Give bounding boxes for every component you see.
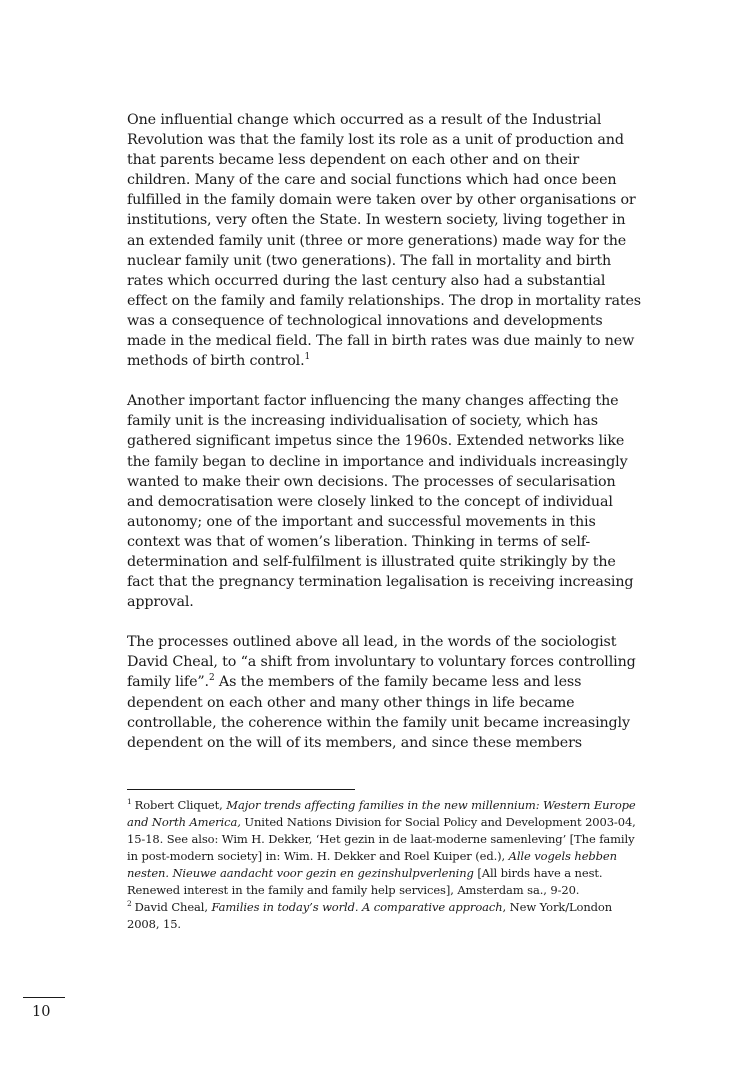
footnote-separator bbox=[127, 789, 355, 790]
main-text bbox=[127, 110, 642, 773]
paragraph-2-text: Another important factor influencing the many changes affecting the family unit is the increasing individualisation of society, which has gathered significant impetus since the 1960s. Extended networks like the family began to decline in importance and individuals increasingly wanted to make their own decisions. The processes of secularisation and democratisation were closely linked to the concept of individual autonomy; one of the important and successful movements in this context was that of women’s liberation. Thinking in terms of self-determination and self-fulfilment is illustrated quite strikingly by the fact that the pregnancy termination legalisation is receiving increasing approval. bbox=[127, 393, 634, 611]
paragraph-2 bbox=[127, 391, 642, 612]
footnote-2-number: 2 bbox=[127, 899, 132, 909]
footnote-ref-1[interactable]: 1 bbox=[304, 352, 311, 363]
footnote-1 bbox=[127, 797, 642, 899]
footnote-1-seg-1: Major trends affecting families in the new millennium: Western Europe and North America, bbox=[127, 798, 636, 829]
footnote-1-seg-4: [All birds have a nest. Renewed interest in the family and family help services], Amsterdam sa., 9-20. bbox=[127, 866, 603, 897]
footnote-1-seg-3: Alle vogels hebben nesten. Nieuwe aandacht voor gezin en gezinshulpverlening bbox=[127, 849, 617, 880]
footnote-2-seg-2: , New York/London 2008, 15. bbox=[127, 900, 613, 931]
paragraph-1 bbox=[127, 110, 642, 371]
paragraph-1-text: One influential change which occurred as a result of the Industrial Revolution was that the family lost its role as a unit of production and that parents became less dependent on each other and on their children. Many of the care and social functions which had once been fulfilled in the family domain were taken over by other organisations or institutions, very often the State. In western society, living together in an extended family unit (three or more generations) made way for the nuclear family unit (two generations). The fall in mortality and birth rates which occurred during the last century also had a substantial effect on the family and family relationships. The drop in mortality rates was a consequence of technological innovations and developments made in the medical field. The fall in birth rates was due mainly to new methods of birth control. bbox=[127, 112, 641, 370]
footnote-1-seg-0: Robert Cliquet, bbox=[134, 798, 227, 812]
footnote-ref-2[interactable]: 2 bbox=[208, 673, 215, 684]
paragraph-3-text-before: The processes outlined above all lead, in the words of the sociologist David Cheal, to “a shift from involuntary to voluntary forces controlling family life”. bbox=[127, 634, 636, 691]
footnote-2 bbox=[127, 899, 642, 933]
footnote-2-seg-1: Families in today’s world. A comparative approach bbox=[211, 900, 503, 914]
page-number-rule bbox=[23, 997, 65, 998]
page-number: 10 bbox=[32, 1004, 51, 1020]
footnote-2-seg-0: David Cheal, bbox=[134, 900, 212, 914]
footnotes bbox=[127, 797, 642, 933]
footnote-1-seg-2: United Nations Division for Social Policy and Development 2003-04, 15-18. See also: Wim H. Dekker, ‘Het gezin in de laat-moderne samenleving’ [The family in post-modern society] in: Wim. H. Dekker and Roel Kuiper (ed.), bbox=[127, 815, 636, 863]
paragraph-3 bbox=[127, 632, 642, 753]
footnote-1-number: 1 bbox=[127, 797, 132, 807]
paragraph-3-text-after: As the members of the family became less and less dependent on each other and many other things in life became controllable, the coherence within the family unit became increasingly dependent on the will of its members, and since these members bbox=[127, 674, 630, 751]
